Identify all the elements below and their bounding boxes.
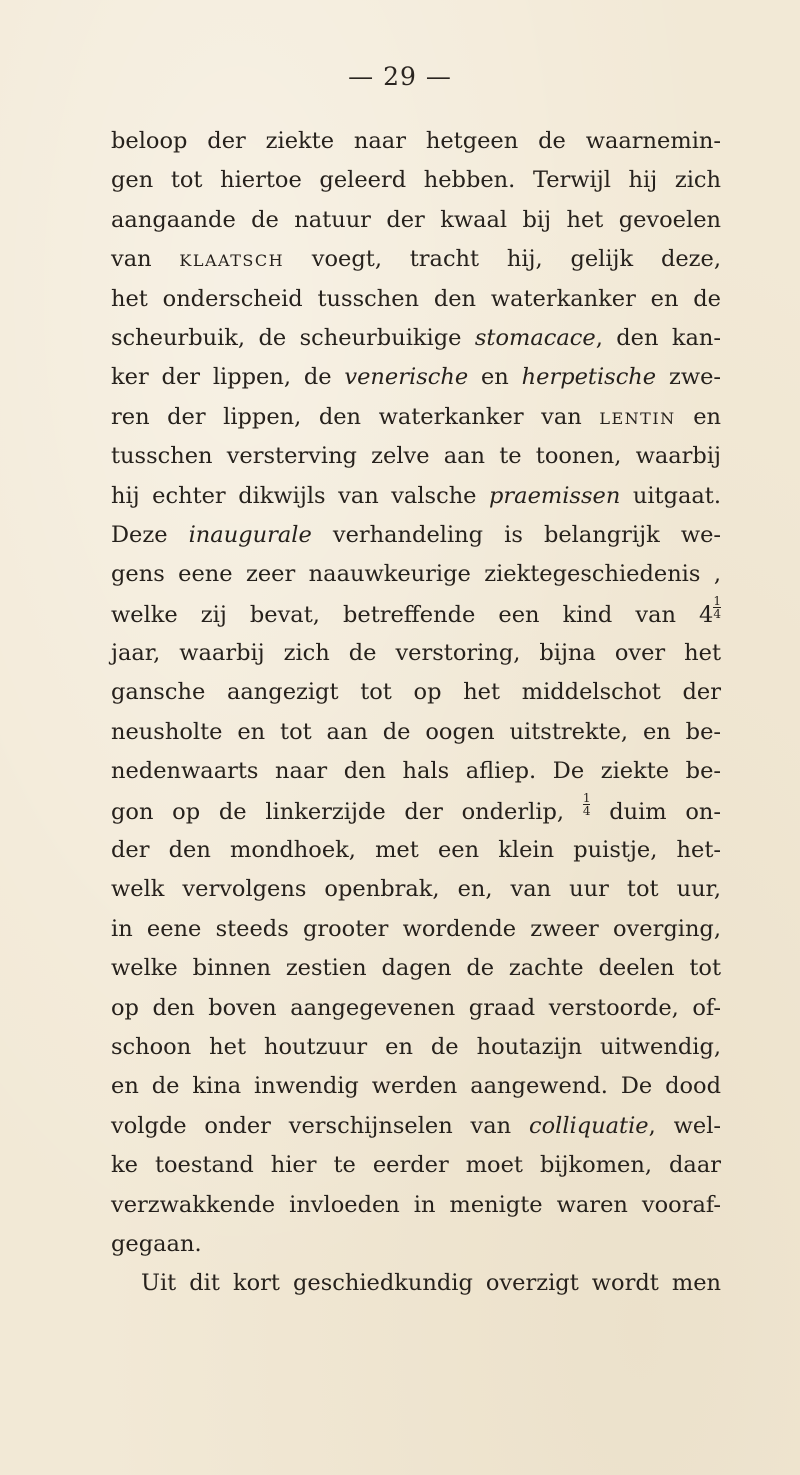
italic-term: colliquatie	[529, 1112, 649, 1139]
text-line	[111, 910, 721, 949]
text-line	[111, 398, 721, 437]
text-segment: Uit dit kort geschiedkundig overzigt wordt men	[141, 1270, 721, 1297]
text-segment: gens eene zeer naauwkeurige ziektegeschiedenis ,	[111, 561, 721, 588]
text-segment: en	[675, 403, 721, 430]
text-segment: welk vervolgens openbrak, en, van uur tot uur,	[111, 876, 721, 903]
text-line	[111, 1264, 721, 1303]
italic-term: herpetische	[521, 364, 657, 391]
text-line	[111, 831, 721, 870]
text-segment: ke toestand hier te eerder moet bijkomen, daar	[111, 1152, 721, 1179]
fraction: $\frac{1}{4}$	[713, 593, 721, 621]
text-segment: verhandeling is belangrijk we-	[311, 521, 721, 548]
text-segment: nedenwaarts naar den hals afliep. De ziekte be-	[111, 758, 721, 785]
text-segment: welke zij bevat, betreffende een kind van 4	[111, 601, 714, 628]
fraction: $\frac{1}{4}$	[582, 790, 591, 818]
text-segment: op den boven aangegevenen graad verstoorde, of-	[111, 994, 721, 1021]
text-line	[111, 122, 721, 161]
text-segment: gansche aangezigt tot op het middelschot der	[111, 679, 721, 706]
text-segment: gen tot hiertoe geleerd hebben. Terwijl hij zich	[111, 167, 721, 194]
text-segment: Deze	[111, 521, 189, 548]
italic-term: stomacace	[474, 324, 596, 351]
text-line	[111, 989, 721, 1028]
text-line	[111, 319, 721, 358]
text-line	[111, 555, 721, 594]
text-segment: zwe-	[656, 364, 721, 391]
text-line	[111, 792, 721, 831]
text-line	[111, 516, 721, 555]
text-segment: het onderscheid tusschen den waterkanker en de	[111, 285, 721, 312]
text-segment: van	[111, 246, 180, 273]
text-segment: gegaan.	[111, 1230, 202, 1257]
text-segment: tusschen versterving zelve aan te toonen, waarbij	[111, 443, 721, 470]
italic-term: venerische	[344, 364, 469, 391]
text-segment: schoon het houtzuur en de houtazijn uitwendig,	[111, 1033, 721, 1060]
text-segment: jaar, waarbij zich de verstoring, bijna over het	[111, 640, 721, 667]
text-line	[111, 1067, 721, 1106]
text-line	[111, 752, 721, 791]
text-line	[111, 1225, 721, 1264]
text-line	[111, 1186, 721, 1225]
text-line	[111, 280, 721, 319]
text-segment: ker der lippen, de	[111, 364, 345, 391]
text-segment: neusholte en tot aan de oogen uitstrekte, en be-	[111, 718, 721, 745]
text-segment: hij echter dikwijls van valsche	[111, 482, 490, 509]
text-segment: uitgaat.	[620, 482, 722, 509]
text-segment: en de kina inwendig werden aangewend. De dood	[111, 1073, 721, 1100]
page-number: — 29 —	[348, 62, 452, 91]
text-segment: ren der lippen, den waterkanker van	[111, 403, 600, 430]
author-name: lentin	[599, 403, 676, 430]
text-line	[111, 1028, 721, 1067]
text-line	[111, 358, 721, 397]
text-segment: , den kan-	[595, 324, 722, 351]
text-segment: scheurbuik, de scheurbuikige	[111, 324, 475, 351]
text-segment: der den mondhoek, met een klein puistje, het-	[111, 837, 721, 864]
text-segment: voegt, tracht hij, gelijk deze,	[284, 246, 721, 273]
text-line	[111, 1107, 721, 1146]
italic-term: inaugurale	[188, 521, 312, 548]
body-text	[111, 122, 721, 1304]
text-line	[111, 634, 721, 673]
text-segment: verzwakkende invloeden in menigte waren vooraf-	[111, 1191, 721, 1218]
text-line	[111, 201, 721, 240]
text-segment: gon op de linkerzijde der onderlip,	[111, 798, 583, 825]
italic-term: praemissen	[489, 482, 621, 509]
text-line	[111, 437, 721, 476]
text-segment: welke binnen zestien dagen de zachte deelen tot	[111, 955, 721, 982]
text-segment: volgde onder verschijnselen van	[111, 1112, 530, 1139]
text-line	[111, 949, 721, 988]
text-segment: in eene steeds grooter wordende zweer overging,	[111, 915, 721, 942]
text-segment: beloop der ziekte naar hetgeen de waarnemin-	[111, 128, 721, 154]
author-name: klaatsch	[179, 246, 285, 273]
text-line	[111, 595, 721, 634]
text-line	[111, 477, 721, 516]
text-segment: duim on-	[590, 798, 721, 825]
text-line	[111, 240, 721, 279]
text-segment: en	[468, 364, 522, 391]
text-segment: aangaande de natuur der kwaal bij het gevoelen	[111, 206, 721, 233]
text-line	[111, 713, 721, 752]
text-line	[111, 870, 721, 909]
text-segment: , wel-	[648, 1112, 721, 1139]
text-line	[111, 161, 721, 200]
text-line	[111, 673, 721, 712]
text-line	[111, 1146, 721, 1185]
